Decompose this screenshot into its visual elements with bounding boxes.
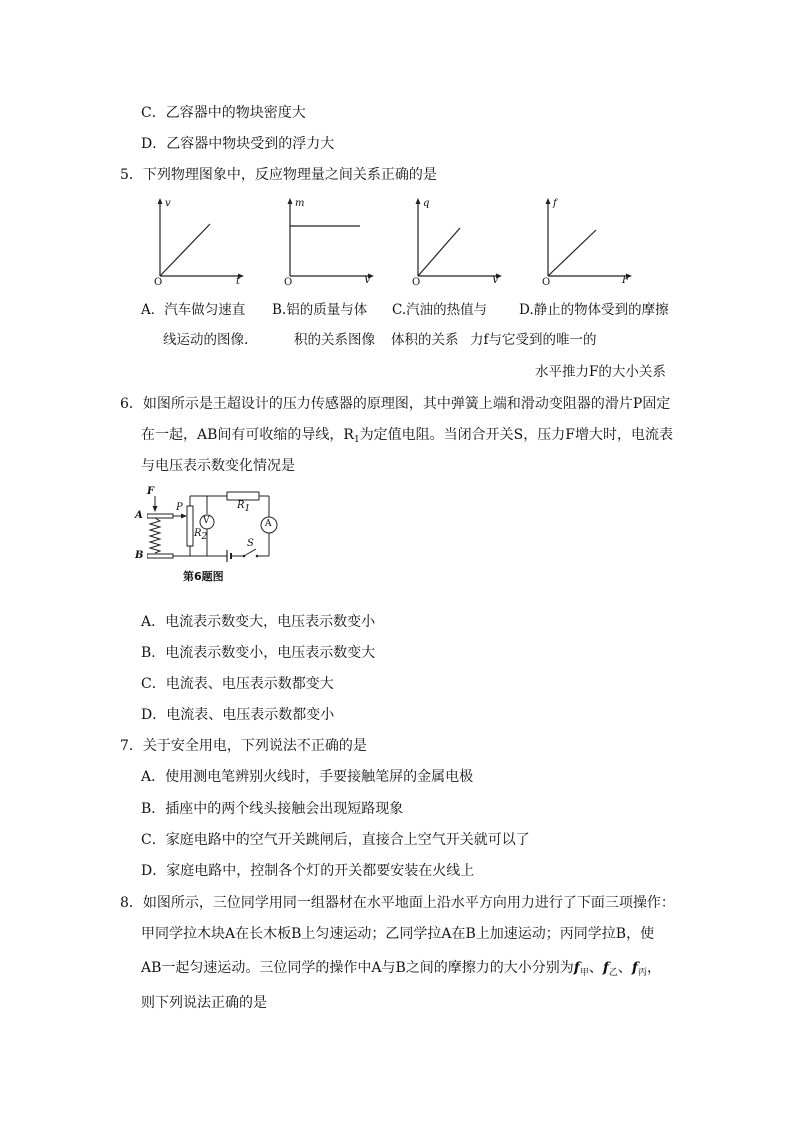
q6-stem-line2: 在一起，AB间有可收缩的导线，$R_1$为定值电阻。当闭合开关S，压力F增大时，电流表: [141, 427, 673, 445]
q5-graph-d: [534, 196, 670, 288]
graph-c-origin: O: [412, 277, 421, 288]
label-P: P: [176, 502, 183, 513]
graph-b-xlabel: V: [364, 275, 372, 286]
q7-stem: 7．关于安全用电，下列说法不正确的是: [120, 738, 367, 754]
q5-option-c-line2: 体积的关系: [391, 332, 459, 348]
q8-stem-line1: 8．如图所示，三位同学用同一组器材在水平地面上沿水平方向用力进行了下面三项操作：: [120, 895, 675, 911]
q8-stem-line3: AB一起匀速运动。三位同学的操作中A与B之间的摩擦力的大小分别为$f_甲$、$f_乙$、$f_丙$，: [141, 960, 661, 978]
label-B: B: [135, 550, 144, 561]
graph-a-xlabel: t: [236, 276, 241, 287]
q6-option-a: A．电流表示数变大，电压表示数变小: [141, 614, 376, 630]
q6-option-c: C．电流表、电压表示数都变大: [141, 676, 334, 692]
q8-stem-line2: 甲同学拉木块A在长木板B上匀速运动；乙同学拉A在B上加速运动；丙同学拉B，使: [141, 926, 655, 942]
q5-graph-a: [146, 196, 282, 288]
q5-option-d-line1: D.静止的物体受到的摩擦: [519, 302, 669, 318]
label-F: F: [147, 486, 155, 497]
q8-stem-line4: 则下列说法正确的是: [141, 995, 267, 1011]
q4-option-d: D．乙容器中物块受到的浮力大: [141, 136, 335, 152]
graph-a-line: [160, 224, 210, 276]
label-R1: R1: [237, 500, 251, 514]
q5-option-b-line2: 积的关系图像: [294, 332, 375, 348]
graph-d-ylabel: f: [553, 198, 557, 209]
q5-graph-b: [276, 196, 412, 288]
graph-c-ylabel: q: [423, 198, 430, 209]
ammeter-label: A: [265, 519, 272, 529]
q7-option-d: D．家庭电路中，控制各个灯的开关都要安装在火线上: [141, 863, 475, 879]
graph-d-line: [548, 230, 596, 276]
q6-option-d: D．电流表、电压表示数都变小: [141, 707, 335, 723]
label-R2: R2: [194, 528, 208, 542]
graph-b-ylabel: m: [295, 198, 305, 209]
q6-stem-line1: 6．如图所示是王超设计的压力传感器的原理图，其中弹簧上端和滑动变阻器的滑片P固定: [120, 396, 671, 412]
q6-circuit-figure: [135, 486, 297, 594]
q6-option-b: B．电流表示数变小，电压表示数变大: [141, 645, 376, 661]
label-A: A: [135, 510, 143, 521]
q7-option-a: A．使用测电笔辨别火线时，手要接触笔屏的金属电极: [141, 769, 474, 785]
graph-a-origin: O: [154, 277, 163, 288]
q5-option-d-line2: 力f与它受到的唯一的: [470, 332, 597, 348]
q5-graph-c: [404, 196, 540, 288]
graph-d-origin: O: [542, 277, 551, 288]
graph-c-line: [418, 228, 460, 276]
q5-option-a-line2: 线运动的图像.: [163, 332, 249, 348]
graph-d-xlabel: F: [622, 275, 629, 286]
graph-a-ylabel: v: [165, 198, 171, 209]
q5-stem: 5．下列物理图象中，反应物理量之间关系正确的是: [120, 167, 437, 183]
label-S: S: [247, 538, 254, 549]
voltmeter-label: V: [203, 516, 210, 526]
q7-option-b: B．插座中的两个线头接触会出现短路现象: [141, 801, 404, 817]
q5-option-d-line3: 水平推力F的大小关系: [535, 364, 666, 380]
q7-option-c: C．家庭电路中的空气开关跳闸后，直接合上空气开关就可以了: [141, 832, 530, 848]
graph-c-xlabel: V: [492, 275, 500, 286]
figure-caption: 第6题图: [183, 570, 224, 583]
q5-option-b-line1: B.铝的质量与体: [272, 302, 368, 318]
graph-b-origin: O: [284, 277, 293, 288]
q4-option-c: C．乙容器中的物块密度大: [141, 105, 306, 121]
q5-option-a-line1: A．汽车做匀速直: [141, 302, 246, 318]
q6-stem-line3: 与电压表示数变化情况是: [141, 458, 295, 474]
q5-option-c-line1: C.汽油的热值与: [392, 302, 488, 318]
